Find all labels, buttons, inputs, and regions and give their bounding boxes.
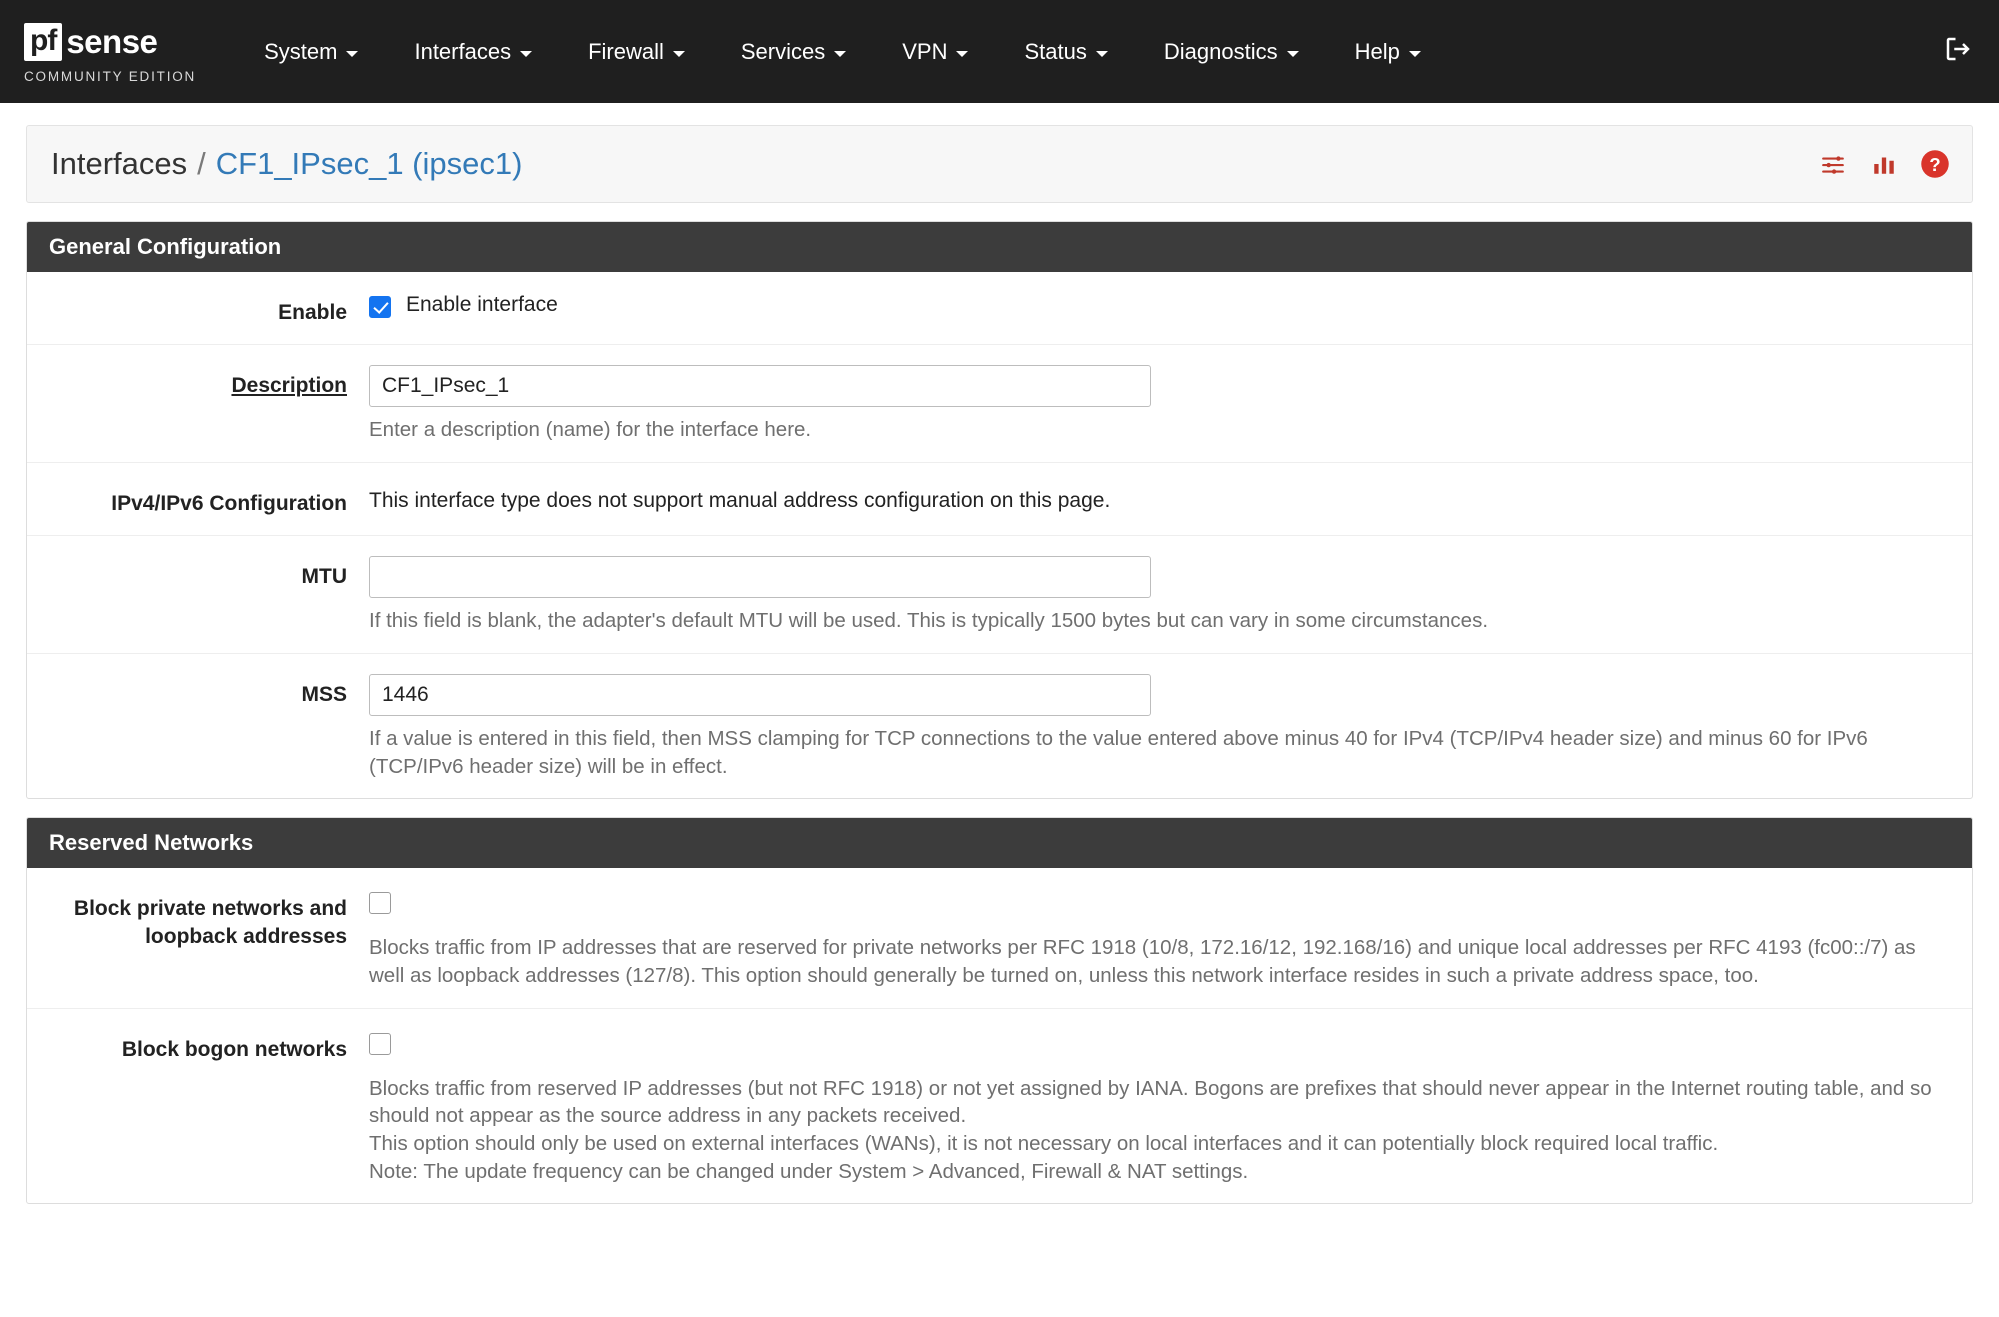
enable-interface-checkbox-line[interactable] xyxy=(369,292,1946,318)
row-description xyxy=(27,345,1972,463)
help-bogon-line-2: This option should only be used on external interfaces (WANs), it is not necessary on local interfaces and it can potentially block required local traffic. xyxy=(369,1131,1719,1155)
field-enable xyxy=(369,292,1972,326)
enable-interface-checkbox-label: Enable interface xyxy=(406,293,558,316)
breadcrumb-separator: / xyxy=(197,146,206,181)
nav-item-firewall[interactable] xyxy=(560,0,713,103)
row-mss xyxy=(27,654,1972,798)
block-private-networks-checkbox[interactable] xyxy=(369,892,391,914)
nav-item-diagnostics-label: Diagnostics xyxy=(1163,38,1278,64)
label-block-bogon-networks: Block bogon networks xyxy=(121,1037,347,1061)
row-mtu xyxy=(27,536,1972,654)
help-block-bogon-networks xyxy=(369,1075,1946,1186)
chevron-down-icon xyxy=(346,51,358,57)
chevron-down-icon xyxy=(1409,51,1421,57)
nav-item-help[interactable] xyxy=(1327,0,1449,103)
nav-item-firewall-label: Firewall xyxy=(588,38,664,64)
mss-input[interactable] xyxy=(369,674,1151,716)
help-bogon-line-3: Note: The update frequency can be changed under System > Advanced, Firewall & NAT settings. xyxy=(369,1159,1249,1183)
mtu-input[interactable] xyxy=(369,556,1151,598)
panel-general-configuration xyxy=(26,221,1973,799)
nav-item-system-label: System xyxy=(264,38,338,64)
chart-icon[interactable] xyxy=(1870,151,1898,177)
enable-interface-checkbox[interactable] xyxy=(369,296,391,318)
field-description xyxy=(369,365,1972,444)
help-mss: If a value is entered in this field, then MSS clamping for TCP connections to the value entered above minus 40 for IPv4 (TCP/IPv4 header size) and minus 60 for IPv6 (TCP/IPv6 header size) will be in effect. xyxy=(369,726,1868,778)
brand-sense-text: sense xyxy=(66,23,158,60)
field-mtu xyxy=(369,556,1972,635)
panel-reserved-networks xyxy=(26,817,1973,1204)
chevron-down-icon xyxy=(1096,51,1108,57)
nav-menu xyxy=(236,0,1449,103)
label-enable: Enable xyxy=(278,301,347,324)
label-mss: MSS xyxy=(301,682,347,706)
help-block-private-networks: Blocks traffic from IP addresses that are reserved for private networks per RFC 1918 (10/8, 172.16/12, 192.168/16) and unique local addresses per RFC 4193 (fc00::/7) as well as loopback addresses (127/8). This option should generally be turned on, unless this network interface resides in such a private address space, too. xyxy=(369,936,1916,987)
chevron-down-icon xyxy=(1287,51,1299,57)
help-bogon-line-1: Blocks traffic from reserved IP addresses (but not RFC 1918) or not yet assigned by IANA. Bogons are prefixes that should never appear in the Internet routing table, and so should not appear as the source address in any packets received. xyxy=(369,1076,1932,1128)
breadcrumb-root: Interfaces xyxy=(51,146,188,181)
help-description: Enter a description (name) for the interface here. xyxy=(369,418,812,442)
label-block-private-networks: Block private networks and loopback addresses xyxy=(73,897,347,948)
nav-item-status-label: Status xyxy=(1024,38,1087,64)
nav-item-status[interactable] xyxy=(996,0,1135,103)
nav-item-diagnostics[interactable] xyxy=(1136,0,1327,103)
svg-text:?: ? xyxy=(1929,153,1941,175)
panel-title-general-configuration: General Configuration xyxy=(27,222,1972,272)
top-navbar xyxy=(0,0,1999,103)
nav-item-services-label: Services xyxy=(740,38,826,64)
help-mtu: If this field is blank, the adapter's default MTU will be used. This is typically 1500 bytes but can vary in some circumstances. xyxy=(369,609,1489,633)
chevron-down-icon xyxy=(834,51,846,57)
nav-item-help-label: Help xyxy=(1354,38,1400,64)
brand-subtitle: COMMUNITY EDITION xyxy=(24,68,197,84)
brand-logo-text xyxy=(24,20,196,64)
description-input[interactable] xyxy=(369,365,1151,407)
chevron-down-icon xyxy=(956,51,968,57)
field-mss xyxy=(369,674,1972,780)
chevron-down-icon xyxy=(673,51,685,57)
ip-configuration-text: This interface type does not support manual address configuration on this page. xyxy=(369,488,1111,512)
label-mtu: MTU xyxy=(301,565,347,589)
nav-item-vpn-label: VPN xyxy=(902,38,948,64)
brand-pf-text: pf xyxy=(24,23,62,61)
label-description[interactable]: Description xyxy=(231,374,347,398)
sliders-icon[interactable] xyxy=(1818,151,1848,177)
nav-item-interfaces-label: Interfaces xyxy=(414,38,512,64)
field-block-private-networks xyxy=(369,888,1972,989)
row-block-bogon-networks xyxy=(27,1009,1972,1204)
breadcrumb-current[interactable]: CF1_IPsec_1 (ipsec1) xyxy=(215,146,523,181)
breadcrumb xyxy=(26,125,1973,203)
row-ip-configuration xyxy=(27,463,1972,536)
nav-item-system[interactable] xyxy=(236,0,386,103)
panel-title-reserved-networks: Reserved Networks xyxy=(27,818,1972,868)
field-block-bogon-networks xyxy=(369,1029,1972,1186)
field-ip-configuration xyxy=(369,483,1972,517)
brand-logo[interactable] xyxy=(24,20,196,84)
logout-icon[interactable] xyxy=(1943,34,1973,70)
nav-item-vpn[interactable] xyxy=(874,0,996,103)
nav-item-services[interactable] xyxy=(713,0,874,103)
help-circle-icon[interactable] xyxy=(1920,149,1950,179)
row-enable xyxy=(27,272,1972,345)
chevron-down-icon xyxy=(520,51,532,57)
header-icon-group xyxy=(1818,149,1950,179)
block-bogon-networks-checkbox[interactable] xyxy=(369,1033,391,1055)
nav-item-interfaces[interactable] xyxy=(386,0,560,103)
row-block-private-networks xyxy=(27,868,1972,1008)
label-ip-configuration: IPv4/IPv6 Configuration xyxy=(111,491,347,515)
